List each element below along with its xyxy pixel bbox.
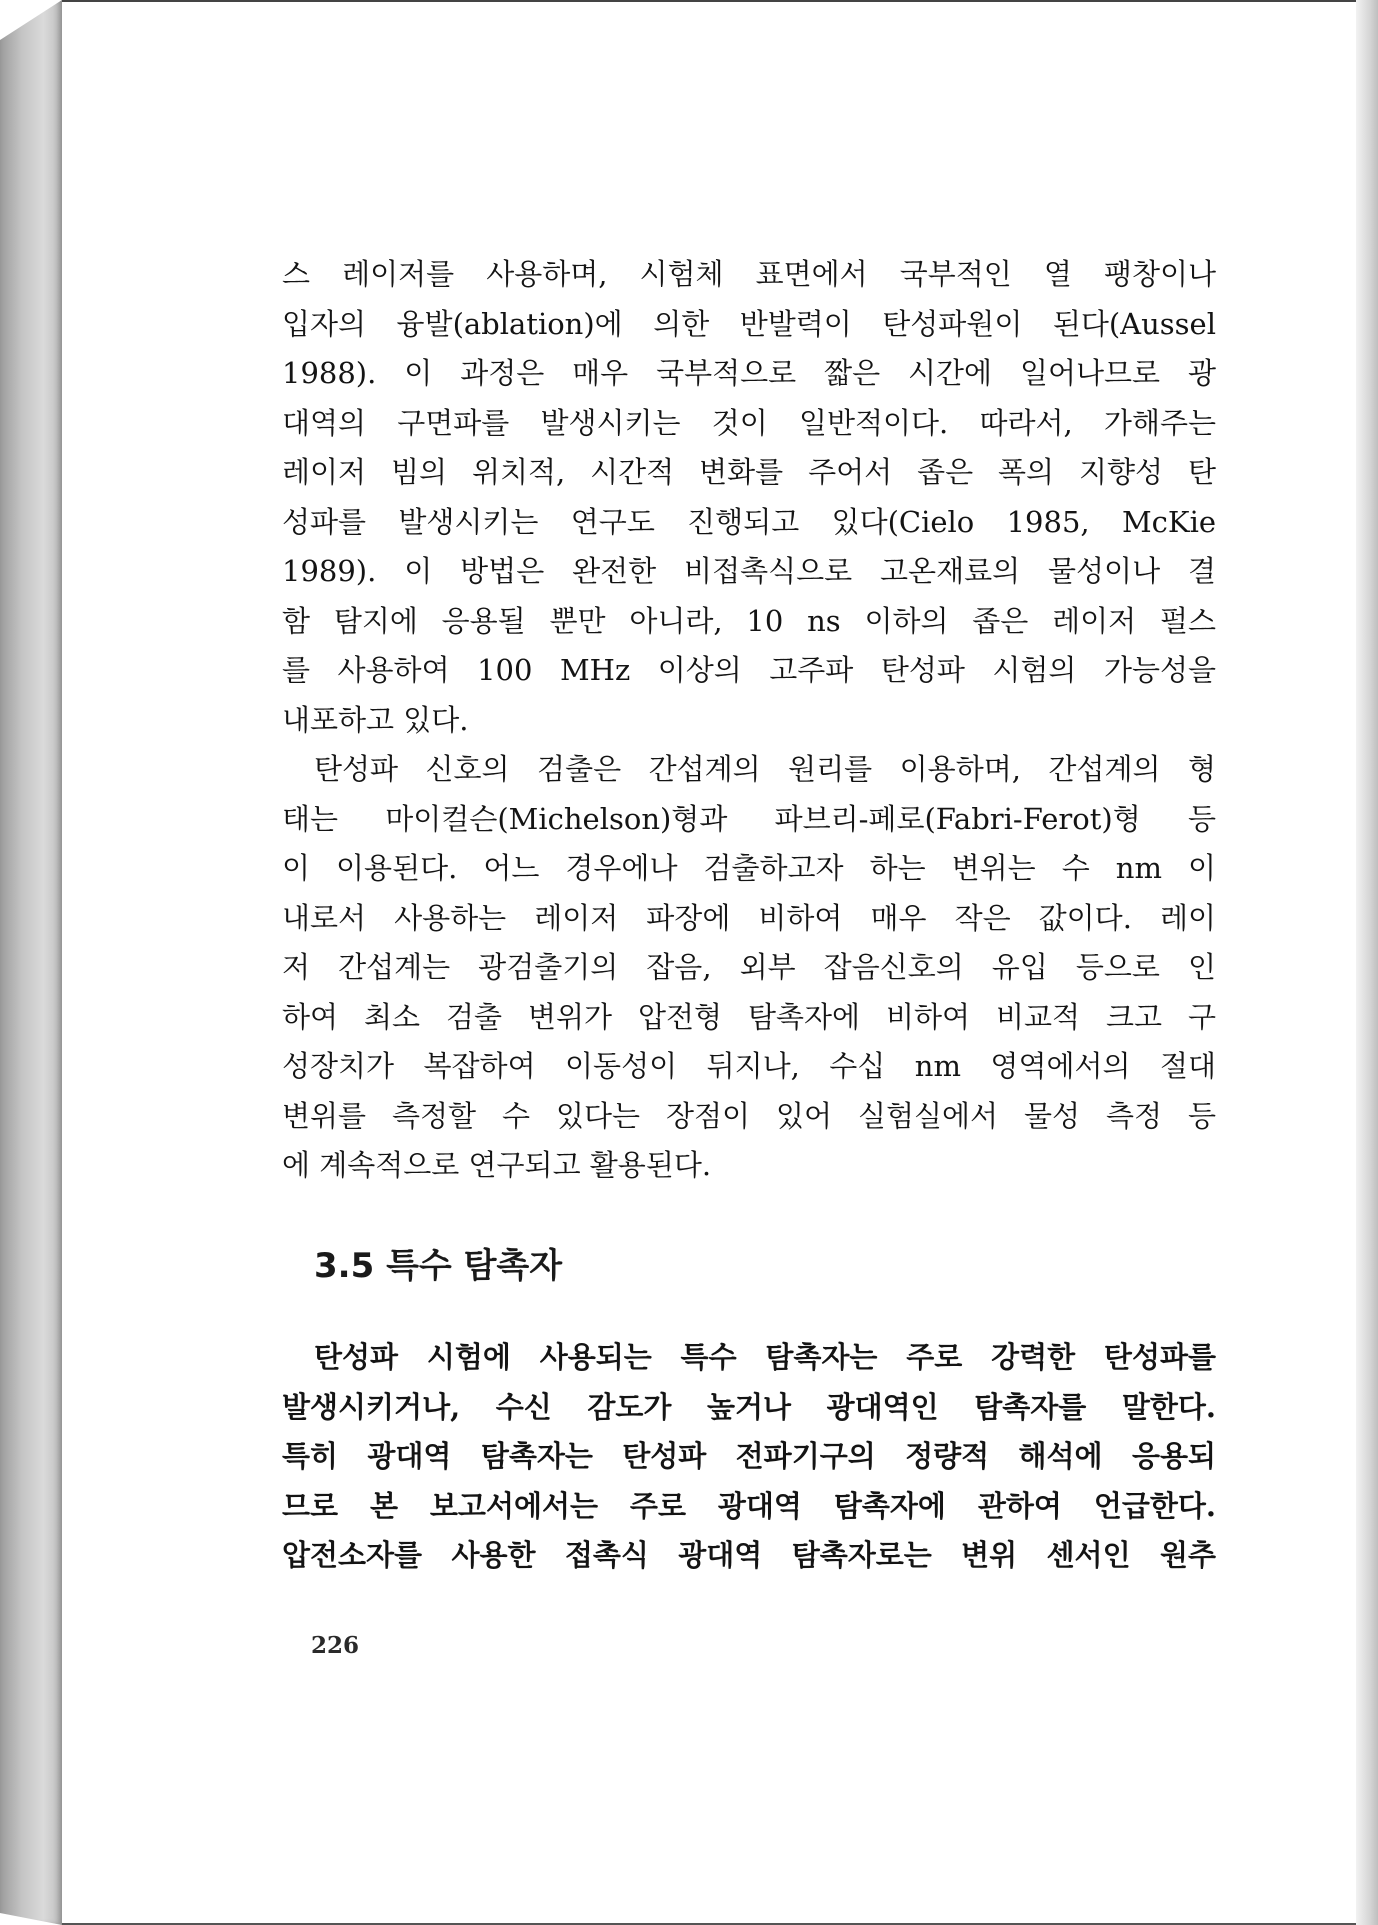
section-heading: 3.5 특수 탐촉자 bbox=[314, 1246, 563, 1286]
text-line: 레이저 빔의 위치적, 시간적 변화를 주어서 좁은 폭의 지향성 탄 bbox=[282, 455, 1216, 489]
page-number: 226 bbox=[311, 1632, 360, 1659]
text-line: 함 탐지에 응용될 뿐만 아니라, 10 ns 이하의 좁은 레이저 펄스 bbox=[282, 603, 1216, 638]
text-line: 내포하고 있다. bbox=[282, 702, 469, 737]
text-line: 이 이용된다. 어느 경우에나 검출하고자 하는 변위는 수 nm 이 bbox=[282, 851, 1216, 885]
text-line: 에 계속적으로 연구되고 활용된다. bbox=[282, 1148, 712, 1182]
text-line: 성파를 발생시키는 연구도 진행되고 있다(Cielo 1985, McKie bbox=[282, 504, 1216, 539]
text-line: 입자의 융발(ablation)에 의한 반발력이 탄성파원이 된다(Aussel bbox=[282, 306, 1216, 341]
text-line: 압전소자를 사용한 접촉식 광대역 탐촉자로는 변위 센서인 원추 bbox=[282, 1538, 1216, 1572]
text-line: 1988). 이 과정은 매우 국부적으로 짧은 시간에 일어나므로 광 bbox=[282, 356, 1216, 390]
book-page bbox=[62, 0, 1356, 1925]
text-line: 변위를 측정할 수 있다는 장점이 있어 실험실에서 물성 측정 등 bbox=[282, 1098, 1216, 1133]
paragraph-special-transducers bbox=[282, 1333, 1216, 1581]
text-line: 특히 광대역 탐촉자는 탄성파 전파기구의 정량적 해석에 응용되 bbox=[282, 1439, 1216, 1473]
text-line: 성장치가 복잡하여 이동성이 뒤지나, 수십 nm 영역에서의 절대 bbox=[282, 1049, 1216, 1083]
text-line: 1989). 이 방법은 완전한 비접촉식으로 고온재료의 물성이나 결 bbox=[282, 554, 1216, 588]
text-line: 므로 본 보고서에서는 주로 광대역 탐촉자에 관하여 언급한다. bbox=[282, 1488, 1216, 1523]
text-line: 태는 마이컬슨(Michelson)형과 파브리-페로(Fabri-Ferot)형 등 bbox=[282, 801, 1216, 836]
page-edge bbox=[1356, 0, 1378, 1925]
book-spine bbox=[0, 0, 62, 1925]
text-line: 스 레이저를 사용하며, 시험체 표면에서 국부적인 열 팽창이나 bbox=[282, 257, 1216, 291]
text-line: 발생시키거나, 수신 감도가 높거나 광대역인 탐촉자를 말한다. bbox=[282, 1389, 1216, 1424]
text-line: 내로서 사용하는 레이저 파장에 비하여 매우 작은 값이다. 레이 bbox=[282, 900, 1216, 935]
text-line: 탄성파 시험에 사용되는 특수 탐촉자는 주로 강력한 탄성파를 bbox=[314, 1340, 1216, 1374]
text-line: 하여 최소 검출 변위가 압전형 탐촉자에 비하여 비교적 크고 구 bbox=[282, 999, 1216, 1034]
text-line: 를 사용하여 100 MHz 이상의 고주파 탄성파 시험의 가능성을 bbox=[282, 653, 1216, 687]
text-line: 대역의 구면파를 발생시키는 것이 일반적이다. 따라서, 가해주는 bbox=[282, 405, 1216, 440]
paragraph-laser-generation bbox=[282, 250, 1216, 745]
text-line: 저 간섭계는 광검출기의 잡음, 외부 잡음신호의 유입 등으로 인 bbox=[282, 950, 1216, 984]
paragraph-interferometer bbox=[282, 745, 1216, 1191]
text-line: 탄성파 신호의 검출은 간섭계의 원리를 이용하며, 간섭계의 형 bbox=[314, 752, 1216, 786]
